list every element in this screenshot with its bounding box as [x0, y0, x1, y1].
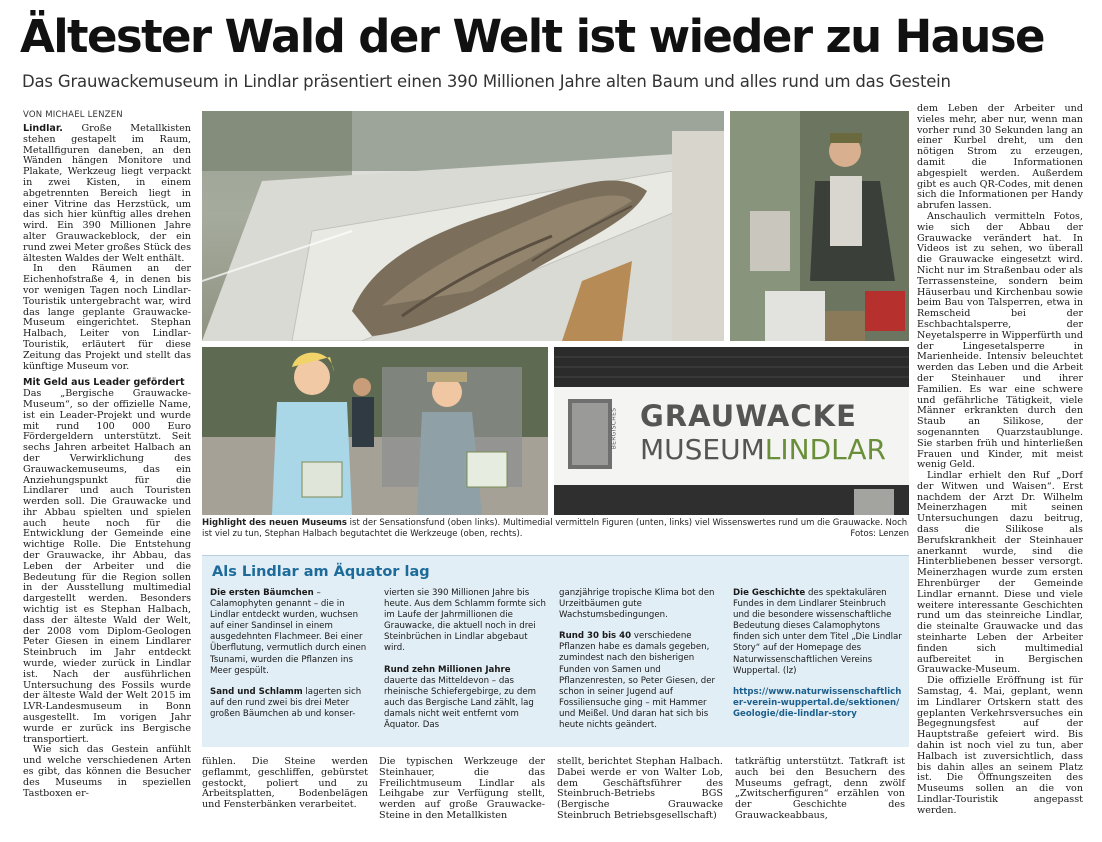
info-box-column-4: [733, 588, 903, 720]
info-box-text: lagerten sich auf den rund zwei bis drei Meter großen Bäumchen ab und konser-: [210, 686, 362, 719]
headline: Ältester Wald der Welt ist wieder zu Hause: [20, 10, 1044, 63]
subheading: Mit Geld aus Leader gefördert: [23, 377, 185, 389]
sign-brand: BERGISCHES: [610, 407, 618, 450]
sign-brand-vertical: [610, 397, 629, 467]
paragraph: dem Leben der Arbeiter und vieles mehr, aber nur, wenn man vorher rund 30 Sekunden lang an einer Kurbel dreht, um den nötigen Strom zu erzeugen, damit die Informationen abgespielt werden. Außerdem gibt es auch QR-Codes, mit denen sich die Informationen per Handy abrufen lassen.: [917, 104, 1083, 212]
info-box-text: dauerte das Mitteldevon – das rheinische Schiefergebirge, zu dem auch das Bergische Land zählt, lag damals nicht weit entfernt vom Äquator. Das: [384, 675, 536, 731]
info-box-column-1: [210, 588, 370, 720]
info-box-text: ganzjährige tropische Klima bot den Urzeitbäumen gute Wachstumsbedingungen.: [559, 588, 715, 621]
caption-text: ist der Sensationsfund (oben links). Multimedial vermitteln Figuren (unten, links) viel Wissenswertes rund um die Grauwacke. Noch ist viel zu tun, Stephan Halbach begutachtet die Werkzeuge (oben, rechts).: [202, 518, 908, 539]
paragraph: Anschaulich vermitteln Fotos, wie sich der Abbau der Grauwacke verändert hat. In Videos ist zu sehen, wo überall die Grauwacke eingesetzt wird. Nicht nur im Straßenbau oder als Terrassensteine, sondern beim Häuserbau und Kirchenbau sowie beim Bau von Talsperren, etwa in Remscheid bei der Eschbachtalsperre, der Neyetalsperre in Wipperfürth und der Lingesetalsperre in Marienheide. Intensiv beleuchtet werden das Leben und die Arbeit der Steinhauer und ihrer Familien. Es war eine schwere und gefährliche Tätigkeit, viele Männer erkrankten durch den Staub an Silikose, der sogenannten Quarzstaublunge. Sie starben früh und hinterließen Frauen und Kinder, mit meist wenig Geld.: [917, 210, 1083, 471]
lindlar-story-link[interactable]: https://www.naturwissenschaftlicher-verein-wuppertal.de/sektionen/Geologie/die-lindlar-story: [733, 686, 902, 719]
paragraph: Wie sich das Gestein anfühlt und welche verschiedenen Arten es gibt, das können die Besucher des Museums in speziellen Tastboxen er-: [23, 744, 191, 799]
paragraph: [23, 124, 191, 264]
info-box-text: – Calamophyten genannt – die in Lindlar entdeckt wurden, wuchsen auf einer Sandinsel in einem ausgedehnten Flachmeer. Bei einer Überflutung, vermutlich durch einen Tsunami, wurden die Pflanzen ins Meer gespült.: [210, 588, 367, 676]
info-box-bold-lead: Die ersten Bäumchen: [210, 588, 314, 598]
info-box-column-2: [384, 588, 546, 731]
paragraph: Lindlar erhielt den Ruf „Dorf der Witwen und Waisen“. Erst nachdem der Arzt Dr. Wilhelm Meinerzhagen mit seinen Untersuchungen dazu beitrug, dass die Silikose als Berufskrankheit der Steinhauer anerkannt wurde, sind die Hinterbliebenen besser versorgt. Meinerzhagen wurde zum ersten Ehrenbürger der Gemeinde Lindlar ernannt. Diese und viele weitere interessante Geschichten rund um das steinreiche Lindlar, die steinalte Grauwacke und das steinharte Leben der Arbeiter finden sich multimedial aufbereitet in Bergischen Grauwacke-Museum.: [917, 470, 1083, 676]
paragraph: Das „Bergische Grauwacke-Museum“, so der offizielle Name, ist ein Leader-Projekt und wurde mit rund 100 000 Euro Fördergeldern unterstützt. Seit sechs Jahren arbeitet Halbach an der Verwirklichung des Grauwackemuseums, das ein Anziehungspunkt für die Lindlarer und auch Touristen werden soll. Die Grauwacke und ihr Abbau spielten und spielen auch heute noch für die Entwicklung der Gemeinde eine wichtige Rolle. Die Entstehung der Grauwacke, ihr Abbau, das Leben der Arbeiter und die Bedeutung für die Region sollen in der Ausstellung multimedial dargestellt werden. Besonders wichtig ist es Stephan Halbach, dass der älteste Wald der Welt, der 2008 vom Diplom-Geologen Peter Giesen in einem Lindlarer Steinbruch im Jahr entdeckt wurde, wieder zurück in Lindlar ist. Nach der ausführlichen Untersuchung des Fossils wurde der älteste Wald der Welt 2015 im LVR-Landesmuseum in Bonn ausgestellt. Im vorigen Jahr wurde er zurück ins Bergische transportiert.: [23, 388, 191, 745]
sign-word-museum-lindlar: [640, 433, 886, 466]
article-column-5: [917, 104, 1083, 836]
photo-fossil-illustration: [202, 111, 724, 341]
sign-word-museum: MUSEUM: [640, 433, 765, 466]
paragraph-text: Große Metallkisten stehen gestapelt im Raum, Metallfiguren daneben, an den Wänden hängen Monitore und Plakate, Werkzeug liegt verpackt in zwei Kisten, in einem abgetrennten Bereich liegt in einer Vitrine das Herzstück, um das sich hier künftig alles drehen wird. Ein 390 Millionen Jahre alter Grauwackeblock, der ein rund zwei Meter großes Stück des ältesten Waldes der Welt enthält.: [23, 124, 191, 264]
info-box-text: des spektakulären Fundes in dem Lindlarer Steinbruch und die besondere wissenschaftliche Bedeutung dieses Calamophytons finden sich unter dem Titel „Die Lindlar Story“ auf der Homepage des Naturwissenschaftlichen Vereins Wuppertal. (lz): [733, 588, 902, 676]
photo-credit: Fotos: Lenzen: [850, 529, 909, 539]
article-bottom-column-5: tatkräftig unterstützt. Tatkraft ist auch bei den Besuchern des Museums gefragt, denn zwölf „Zwitscherfiguren“ erzählen von der Geschichte des Grauwackeabbaus,: [735, 756, 905, 821]
article-bottom-column-2: fühlen. Die Steine werden geflammt, geschliffen, gebürstet gestockt, poliert und zu Arbeitsplatten, Bodenbelägen und Fensterbänken verarbeitet.: [202, 756, 368, 811]
info-box-bold-lead: Rund zehn Millionen Jahre: [384, 664, 511, 675]
photo-fossil-vitrine: [202, 111, 724, 341]
info-box-text: verschiedene Pflanzen habe es damals gegeben, zumindest nach den bisherigen Funden von Samen und Pflanzenresten, so Peter Giesen, der schon in seiner Jugend auf Fossiliensuche ging – mit Hammer und Meißel. Und daran hat sich bis heute nichts geändert.: [559, 631, 716, 731]
info-box-title: Als Lindlar am Äquator lag: [212, 564, 430, 580]
info-box-column-3: [559, 588, 721, 731]
sign-word-grauwacke: GRAUWACKE: [640, 399, 857, 433]
paragraph: In den Räumen an der Eichenhofstraße 4, in denen bis vor wenigen Tagen noch Lindlar-Touristik untergebracht war, wird das lange geplante Grauwacke-Museum eingerichtet. Stephan Halbach, Leiter von Lindlar-Touristik, erläutert für diese Zeitung das Projekt und stellt das künftige Museum vor.: [23, 263, 191, 372]
photo-halbach-illustration: [730, 111, 909, 341]
dateline: Lindlar.: [23, 124, 63, 134]
byline: VON MICHAEL LENZEN: [23, 110, 123, 120]
photo-museum-sign: [554, 347, 909, 515]
info-box-bold-lead: Sand und Schlamm: [210, 686, 303, 697]
photo-museum-figures: [202, 347, 548, 515]
caption-lead: Highlight des neuen Museums: [202, 518, 347, 528]
photo-figures-illustration: [202, 347, 548, 515]
photo-caption: [202, 518, 909, 540]
sign-word-lindlar: LINDLAR: [764, 433, 886, 466]
subheadline: Das Grauwackemuseum in Lindlar präsentiert einen 390 Millionen Jahre alten Baum und alles rund um das Gestein: [22, 72, 951, 91]
paragraph: Die offizielle Eröffnung ist für Samstag, 4. Mai, geplant, wenn im Lindlarer Ortskern statt des geplanten Verkehrsversuches ein Begegnungsfest auf der Hauptstraße gefeiert wird. Bis dahin ist noch viel zu tun, aber Halbach ist zuversichtlich, dass bis dahin alles an seinem Platz ist. Die Öffnungszeiten des Museums sollen an die von Lindlar-Touristik angepasst werden.: [917, 675, 1083, 816]
info-box-text: vierten sie 390 Millionen Jahre bis heute. Aus dem Schlamm formte sich im Laufe der Jahrmillionen die Grauwacke, die aktuell noch in drei Steinbrüchen in Lindlar abgebaut wird.: [384, 588, 546, 654]
article-column-1: [23, 124, 191, 836]
photo-halbach-tools: [730, 111, 909, 341]
article-bottom-column-4: stellt, berichtet Stephan Halbach. Dabei werde er von Walter Lob, dem Geschäftsführer des Steinbruch-Betriebs BGS (Bergische Grauwacke Steinbruch Betriebsgesellschaft): [557, 756, 723, 821]
info-box-bold-lead: Die Geschichte: [733, 588, 806, 598]
info-box-bold-lead: Rund 30 bis 40: [559, 631, 632, 642]
article-bottom-column-3: Die typischen Werkzeuge der Steinhauer, die das Freilichtmuseum Lindlar als Leihgabe zur Verfügung stellt, werden auf große Grauwacke-Steine in den Metallkisten: [379, 756, 545, 821]
